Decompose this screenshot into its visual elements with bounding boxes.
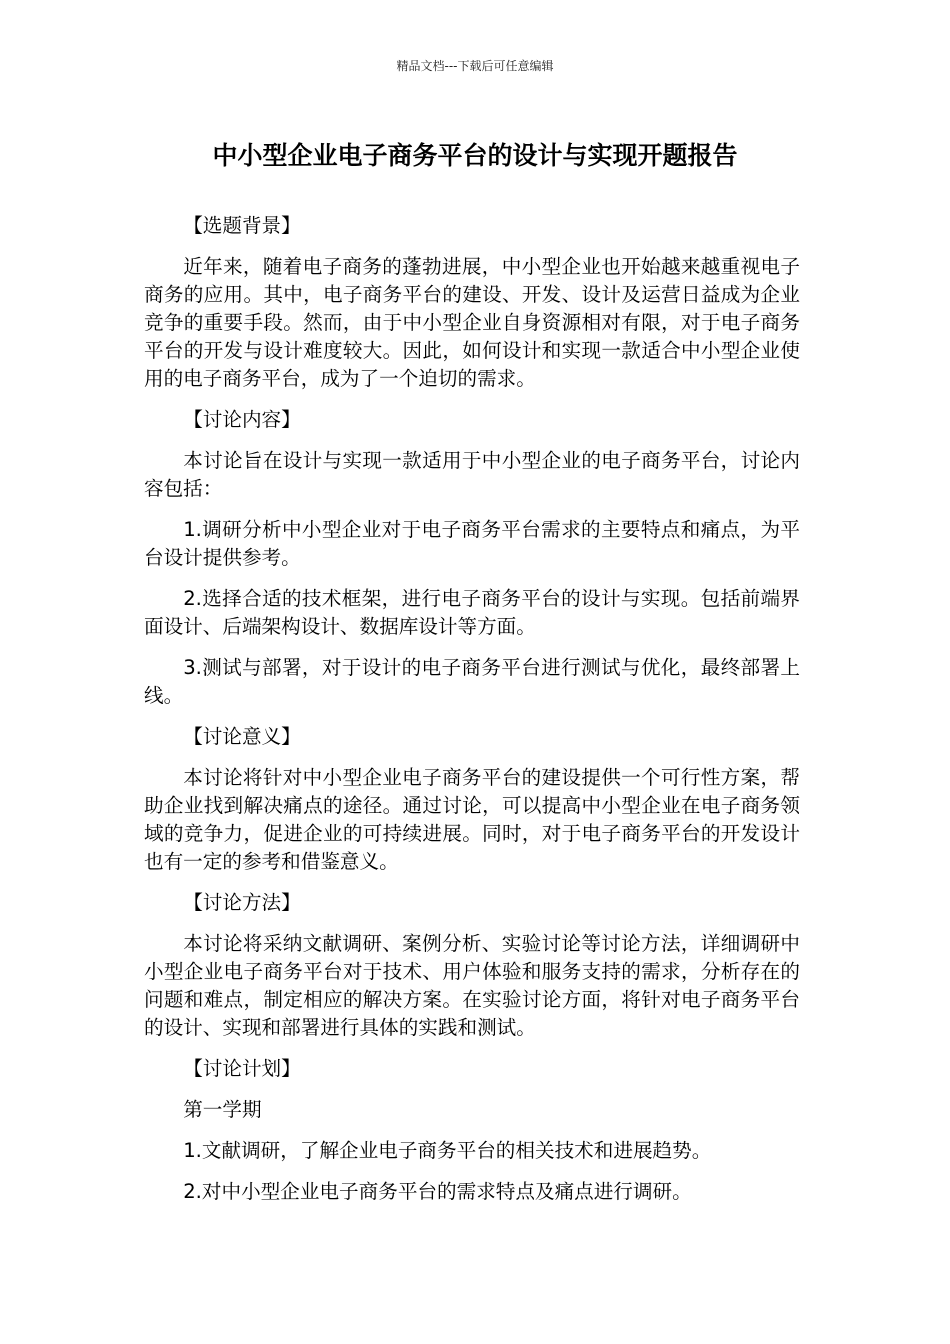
plan-item-2: 2.对中小型企业电子商务平台的需求特点及痛点进行调研。 (183, 1180, 692, 1203)
document-body (144, 212, 800, 1219)
document-title: 中小型企业电子商务平台的设计与实现开题报告 (212, 141, 738, 170)
page-header: 精品文档---下载后可任意编辑 (396, 59, 554, 73)
content-item-3: 3.测试与部署，对于设计的电子商务平台进行测试与优化，最终部署上线。 (144, 656, 800, 707)
plan-item-1: 1.文献调研，了解企业电子商务平台的相关技术和进展趋势。 (183, 1139, 712, 1162)
section-heading-significance: 【讨论意义】 (183, 725, 301, 748)
content-intro-paragraph: 本讨论旨在设计与实现一款适用于中小型企业的电子商务平台，讨论内容包括： (144, 449, 800, 500)
background-paragraph: 近年来，随着电子商务的蓬勃进展，中小型企业也开始越来越重视电子商务的应用。其中，电子商务平台的建设、开发、设计及运营日益成为企业竞争的重要手段。然而，由于中小型企业自身资源相对有限，对于电子商务平台的开发与设计难度较大。因此，如何设计和实现一款适合中小型企业使用的电子商务平台，成为了一个迫切的需求。 (144, 255, 800, 390)
content-item-1: 1.调研分析中小型企业对于电子商务平台需求的主要特点和痛点，为平台设计提供参考。 (144, 518, 800, 569)
method-paragraph: 本讨论将采纳文献调研、案例分析、实验讨论等讨论方法，详细调研中小型企业电子商务平台对于技术、用户体验和服务支持的需求，分析存在的问题和难点，制定相应的解决方案。在实验讨论方面，将针对电子商务平台的设计、实现和部署进行具体的实践和测试。 (144, 932, 800, 1039)
section-heading-content: 【讨论内容】 (183, 408, 301, 431)
section-heading-background: 【选题背景】 (183, 214, 301, 237)
significance-paragraph: 本讨论将针对中小型企业电子商务平台的建设提供一个可行性方案，帮助企业找到解决痛点的途径。通过讨论，可以提高中小型企业在电子商务领域的竞争力，促进企业的可持续进展。同时，对于电子商务平台的开发设计也有一定的参考和借鉴意义。 (144, 766, 800, 873)
section-heading-plan: 【讨论计划】 (183, 1057, 301, 1080)
section-heading-method: 【讨论方法】 (183, 891, 301, 914)
content-item-2: 2.选择合适的技术框架，进行电子商务平台的设计与实现。包括前端界面设计、后端架构设计、数据库设计等方面。 (144, 587, 800, 638)
plan-term-label: 第一学期 (183, 1098, 262, 1121)
